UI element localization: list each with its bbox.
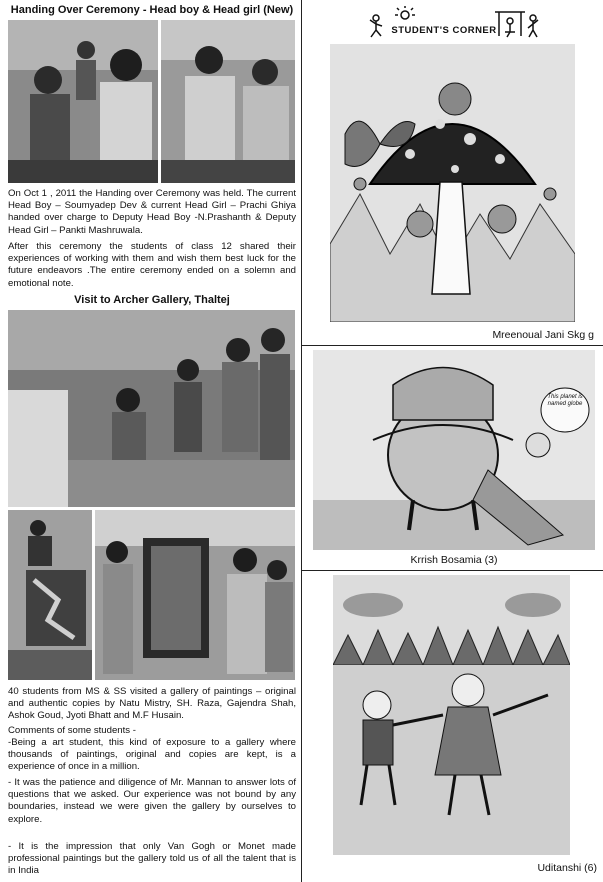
comment-mr-mannan: - It was the patience and diligence of Mr. Mannan to answer lots of questions that we asked. Our experience was not bound by any boundaries, instead we were given the gallery by ourselves to explore. bbox=[8, 777, 296, 825]
section-title-handing-over: Handing Over Ceremony - Head boy & Head girl (New) bbox=[10, 4, 294, 16]
students-corner-title: STUDENT'S CORNER bbox=[391, 25, 497, 36]
caption-drawing-3: Uditanshi (6) bbox=[537, 862, 597, 874]
caption-drawing-1: Mreenoual Jani Skg g bbox=[492, 329, 594, 341]
column-divider bbox=[301, 0, 302, 882]
photo-gallery-visit-large bbox=[8, 310, 295, 507]
comment-art-student: -Being a art student, this kind of exposure to a gallery where thousands of paintings, original and copies are kept, is a experience of once in a million. bbox=[8, 737, 296, 773]
comment-van-gogh: - It is the impression that only Van Gogh or Monet made professional paintings but the gallery told us of all the talent that is in India bbox=[8, 841, 296, 877]
photo-handing-over-right bbox=[161, 20, 295, 183]
paragraph-ceremony-details: On Oct 1 , 2011 the Handing over Ceremony was held. The current Head Boy – Soumyadep Dev & current Head Girl – Prachi Ghiya handed over charge to Deputy Head Boy -N.Prashanth & Deputy Head Girl – Pankti Mashruwala. bbox=[8, 188, 296, 236]
photo-handing-over-left bbox=[8, 20, 158, 183]
panel-divider-1 bbox=[302, 345, 603, 346]
comments-heading: Comments of some students - bbox=[8, 725, 136, 736]
drawing-mushroom-frogs bbox=[330, 44, 575, 322]
paragraph-gallery-visit: 40 students from MS & SS visited a gallery of paintings – original and authentic copies by Natu Mistry, SH. Raza, Gajendra Shah, Ashok Goud, Jyoti Bhatt and M.F Husain. bbox=[8, 686, 296, 722]
photo-gallery-painting bbox=[8, 510, 92, 680]
drawing-planet-globe bbox=[313, 350, 595, 550]
caption-drawing-2: Krrish Bosamia (3) bbox=[410, 554, 498, 566]
drawing-speech-bubble-text: This planet is named globe bbox=[547, 394, 583, 407]
section-title-gallery-visit: Visit to Archer Gallery, Thaltej bbox=[74, 294, 230, 306]
paragraph-ceremony-experience: After this ceremony the students of class 12 shared their experiences of working with them and wish them best luck for the future endeavors .The entire ceremony ended on a solemn and emotional note. bbox=[8, 241, 296, 289]
panel-divider-2 bbox=[302, 570, 603, 571]
photo-gallery-students bbox=[95, 510, 295, 680]
students-corner-header bbox=[365, 6, 540, 40]
drawing-children-playing bbox=[333, 575, 570, 855]
